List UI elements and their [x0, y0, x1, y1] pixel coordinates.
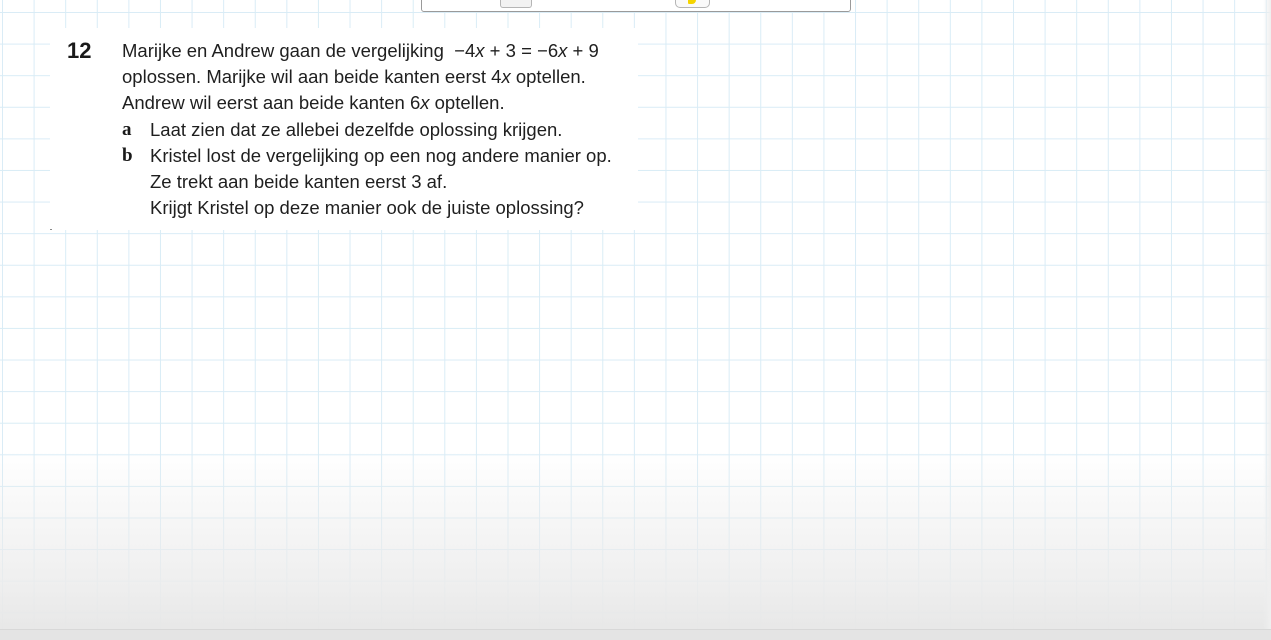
- highlighter-tool-button[interactable]: [675, 0, 710, 8]
- intro-text: Marijke en Andrew gaan de vergelijking: [122, 40, 444, 61]
- equation: [449, 40, 599, 61]
- intro-line-3-prefix: Andrew wil eerst aan beide kanten 6: [122, 92, 421, 113]
- intro-line-2-suffix: optellen.: [510, 66, 586, 87]
- part-a-letter: a: [122, 119, 132, 140]
- intro-line-1: [122, 40, 599, 62]
- variable-x: x: [501, 66, 511, 87]
- intro-line-3-suffix: optellen.: [429, 92, 505, 113]
- variable-x: x: [420, 92, 430, 113]
- intro-line-2-prefix: oplossen. Marijke wil aan beide kanten eerst 4: [122, 66, 502, 87]
- part-b-line-2: Ze trekt aan beide kanten eerst 3 af.: [150, 171, 448, 192]
- bottom-shadow: [0, 450, 1271, 640]
- toolbar-button[interactable]: [500, 0, 532, 8]
- drawing-toolbar: [421, 0, 851, 12]
- card-corner-mark: [50, 229, 52, 230]
- exercise-number: 12: [67, 38, 92, 63]
- exercise-card: [50, 28, 638, 230]
- bottom-bar: [0, 629, 1271, 640]
- intro-line-2: [122, 66, 586, 88]
- right-edge-shadow: [1263, 0, 1271, 640]
- equation-text: −4x + 3 = −6x + 9: [454, 40, 599, 61]
- part-a-line-1: Laat zien dat ze allebei dezelfde oplossing krijgen.: [150, 119, 563, 140]
- part-b-line-1: Kristel lost de vergelijking op een nog andere manier op.: [150, 145, 612, 166]
- part-b-letter: b: [122, 145, 133, 166]
- part-b-line-3: Krijgt Kristel op deze manier ook de juiste oplossing?: [150, 197, 584, 218]
- highlighter-icon: [688, 0, 696, 4]
- intro-line-3: [122, 92, 505, 114]
